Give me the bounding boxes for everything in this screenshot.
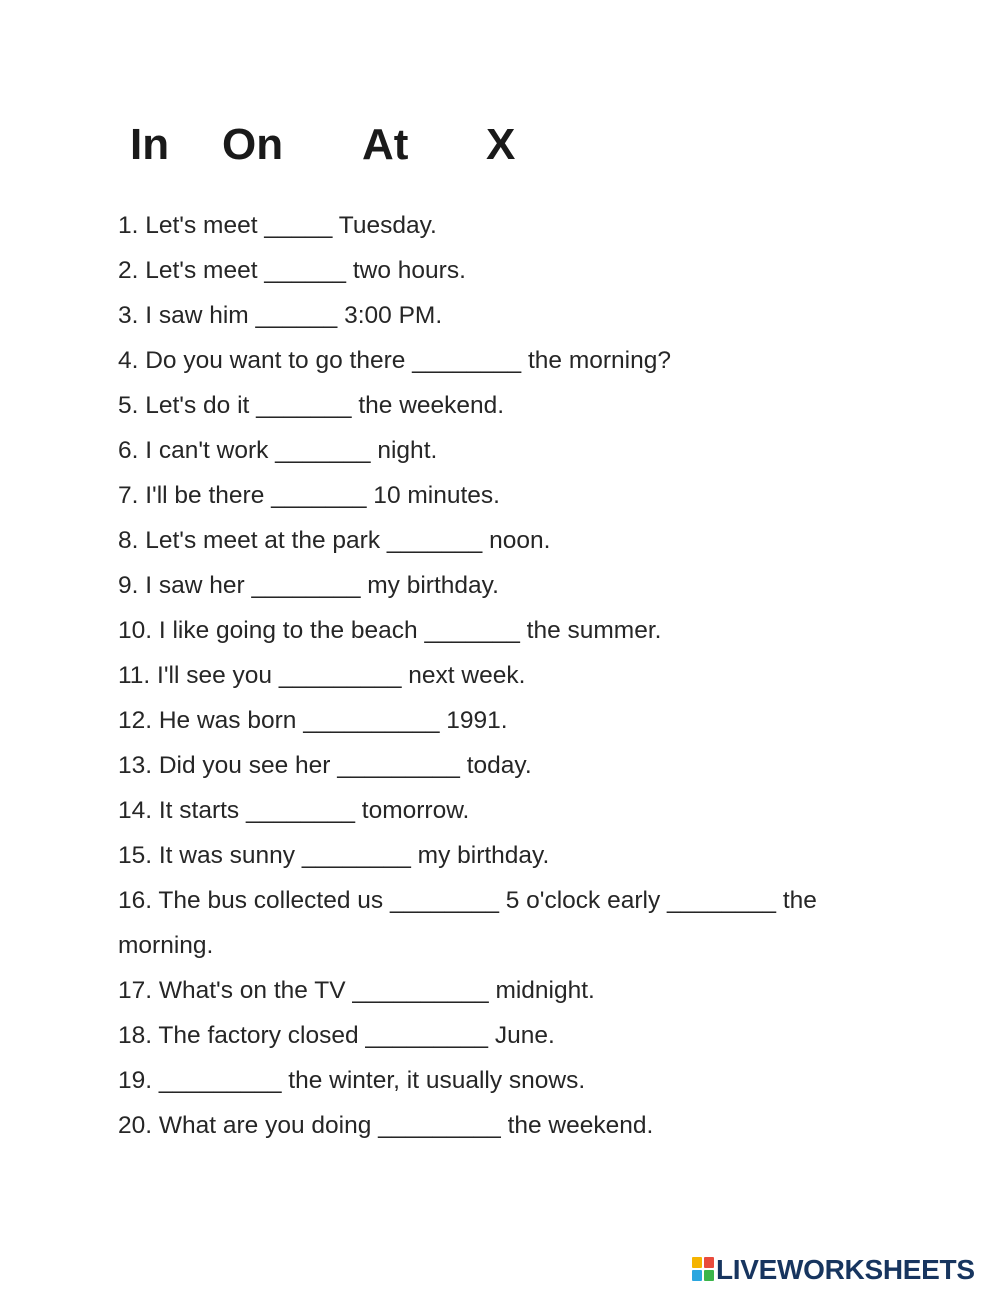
question-8: 8. Let's meet at the park _______ noon. [118,527,551,554]
title-word-x: X [486,120,516,169]
question-9: 9. I saw her ________ my birthday. [118,572,499,599]
question-10: 10. I like going to the beach _______ the summer. [118,617,662,644]
question-5: 5. Let's do it _______ the weekend. [118,392,505,419]
logo-blocks-icon [692,1257,714,1281]
question-14: 14. It starts ________ tomorrow. [118,797,470,824]
question-11: 11. I'll see you _________ next week. [118,662,526,689]
question-6: 6. I can't work _______ night. [118,437,438,464]
question-12: 12. He was born __________ 1991. [118,707,508,734]
logo-text: LIVEWORKSHEETS [716,1254,975,1285]
question-1: 1. Let's meet _____ Tuesday. [118,212,437,239]
question-19: 19. _________ the winter, it usually snows. [118,1067,586,1094]
liveworksheets-logo [692,1254,992,1286]
question-16: 16. The bus collected us ________ 5 o'clock early ________ the morning. [118,887,817,959]
question-18: 18. The factory closed _________ June. [118,1022,555,1049]
title-row [0,118,1000,178]
question-17: 17. What's on the TV __________ midnight. [118,977,595,1004]
title-word-on: On [222,120,284,169]
question-20: 20. What are you doing _________ the weekend. [118,1112,654,1139]
question-2: 2. Let's meet ______ two hours. [118,257,466,284]
title-word-at: At [362,120,409,169]
question-3: 3. I saw him ______ 3:00 PM. [118,302,443,329]
question-13: 13. Did you see her _________ today. [118,752,532,779]
title-word-in: In [130,120,170,169]
question-15: 15. It was sunny ________ my birthday. [118,842,550,869]
question-list [118,203,878,1148]
question-7: 7. I'll be there _______ 10 minutes. [118,482,500,509]
question-4: 4. Do you want to go there ________ the morning? [118,347,671,374]
